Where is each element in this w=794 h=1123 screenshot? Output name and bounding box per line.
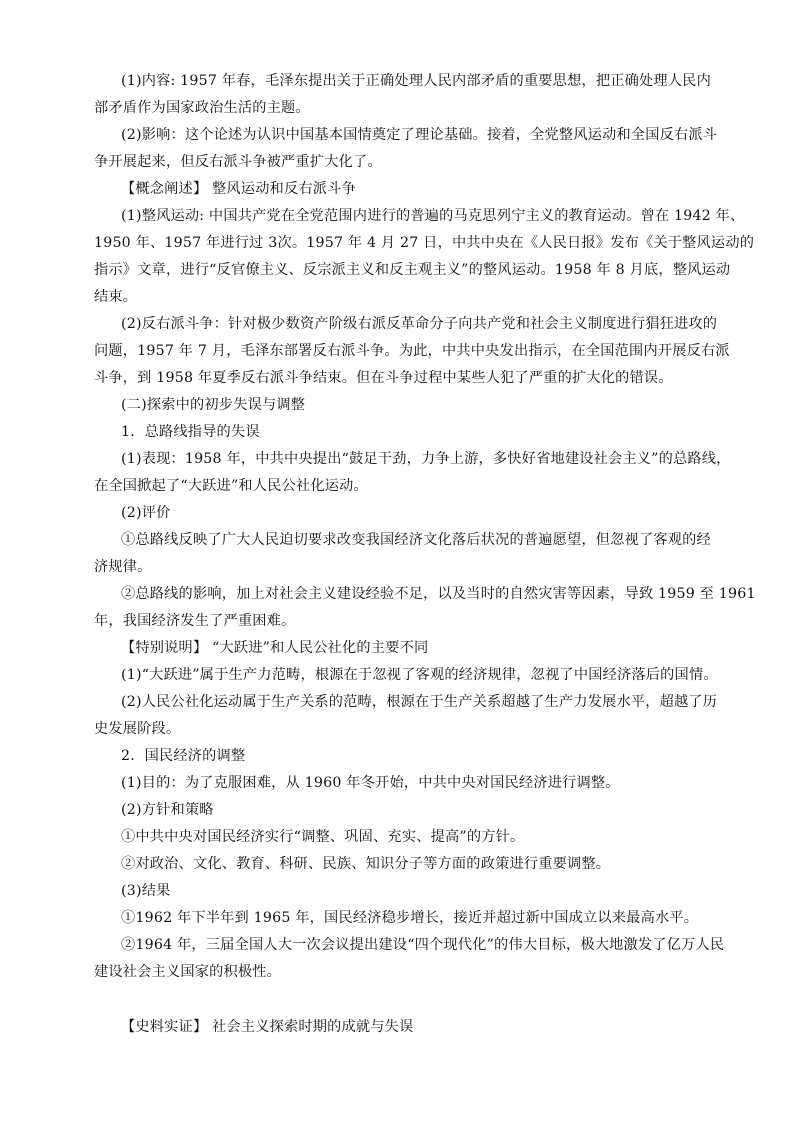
historical-evidence-heading: 【史料实证】 社会主义探索时期的成就与失误 [121,1019,414,1035]
result-heading: (3)结果 [121,883,171,899]
evaluation-2-line-2: 年，我国经济发生了严重困难。 [94,613,296,629]
section-heading-errors: (二)探索中的初步失误与调整 [121,397,306,413]
paragraph-influence-line-2: 争开展起来，但反右派斗争被严重扩大化了。 [94,154,382,170]
rectification-line-4: 结束。 [94,289,138,305]
evaluation-1-line-1: ①总路线反映了广大人民迫切要求改变我国经济文化落后状况的普遍愿望，但忽视了客观的经 [121,532,711,548]
paragraph-content-line-1: (1)内容: 1957 年春，毛泽东提出关于正确处理人民内部矛盾的重要思想，把正确处理人民内 [121,73,711,89]
policy-line-2: ②对政治、文化、教育、科研、民族、知识分子等方面的政策进行重要调整。 [121,856,611,872]
rectification-line-3: 指示》文章，进行“反官僚主义、反宗派主义和反主观主义”的整风运动。1958 年 8 月底，整风运动 [94,262,731,278]
special-note-heading: 【特别说明】 “大跃进”和人民公社化的主要不同 [121,640,429,656]
result-line-2b: 建设社会主义国家的积极性。 [94,964,282,980]
manifestation-line-1: (1)表现：1958 年，中共中央提出“鼓足干劲，力争上游，多快好省地建设社会主义”的总路线， [121,451,731,467]
paragraph-content-line-2: 部矛盾作为国家政治生活的主题。 [94,100,310,116]
commune-line-2: 史发展阶段。 [94,721,181,737]
paragraph-influence-line-1: (2)影响：这个论述为认识中国基本国情奠定了理论基础。接着，全党整风运动和全国反右派斗 [121,127,718,143]
evaluation-2-line-1: ②总路线的影响，加上对社会主义建设经验不足，以及当时的自然灾害等因素，导致 1959 至 1961 [121,586,756,602]
manifestation-line-2: 在全国掀起了“大跃进”和人民公社化运动。 [94,478,368,494]
concept-heading: 【概念阐述】 整风运动和反右派斗争 [121,181,356,197]
subheading-general-line: 1．总路线指导的失误 [121,424,260,440]
rectification-line-1: (1)整风运动: 中国共产党在全党范围内进行的普遍的马克思列宁主义的教育运动。曾在 1942 年、 [121,208,745,224]
anti-rightist-line-1: (2)反右派斗争：针对极少数资产阶级右派反革命分子向共产党和社会主义制度进行猖狂进攻的 [121,316,718,332]
subheading-adjustment: 2．国民经济的调整 [121,748,246,764]
evaluation-1-line-2: 济规律。 [94,559,152,575]
purpose-line: (1)目的：为了克服困难，从 1960 年冬开始，中共中央对国民经济进行调整。 [121,775,620,791]
rectification-line-2: 1950 年、1957 年进行过 3次。1957 年 4 月 27 日，中共中央在《人民日报》发布《关于整风运动的 [94,235,755,251]
policy-heading: (2)方针和策略 [121,802,214,818]
result-line-1: ①1962 年下半年到 1965 年，国民经济稳步增长，接近并超过新中国成立以来最高水平。 [121,910,699,926]
policy-line-1: ①中共中央对国民经济实行“调整、巩固、充实、提高”的方针。 [121,829,525,845]
great-leap-line: (1)“大跃进”属于生产力范畴，根源在于忽视了客观的经济规律，忽视了中国经济落后的国情。 [121,667,718,683]
anti-rightist-line-3: 斗争，到 1958 年夏季反右派斗争结束。但在斗争过程中某些人犯了严重的扩大化的错误。 [94,370,673,386]
anti-rightist-line-2: 问题，1957 年 7 月，毛泽东部署反右派斗争。为此，中共中央发出指示，在全国范围内开展反右派 [94,343,730,359]
result-line-2a: ②1964 年，三届全国人大一次会议提出建设“四个现代化”的伟大目标，极大地激发了亿万人民 [121,937,725,953]
evaluation-heading: (2)评价 [121,505,171,521]
commune-line-1: (2)人民公社化运动属于生产关系的范畴，根源在于生产关系超越了生产力发展水平，超越了历 [121,694,718,710]
